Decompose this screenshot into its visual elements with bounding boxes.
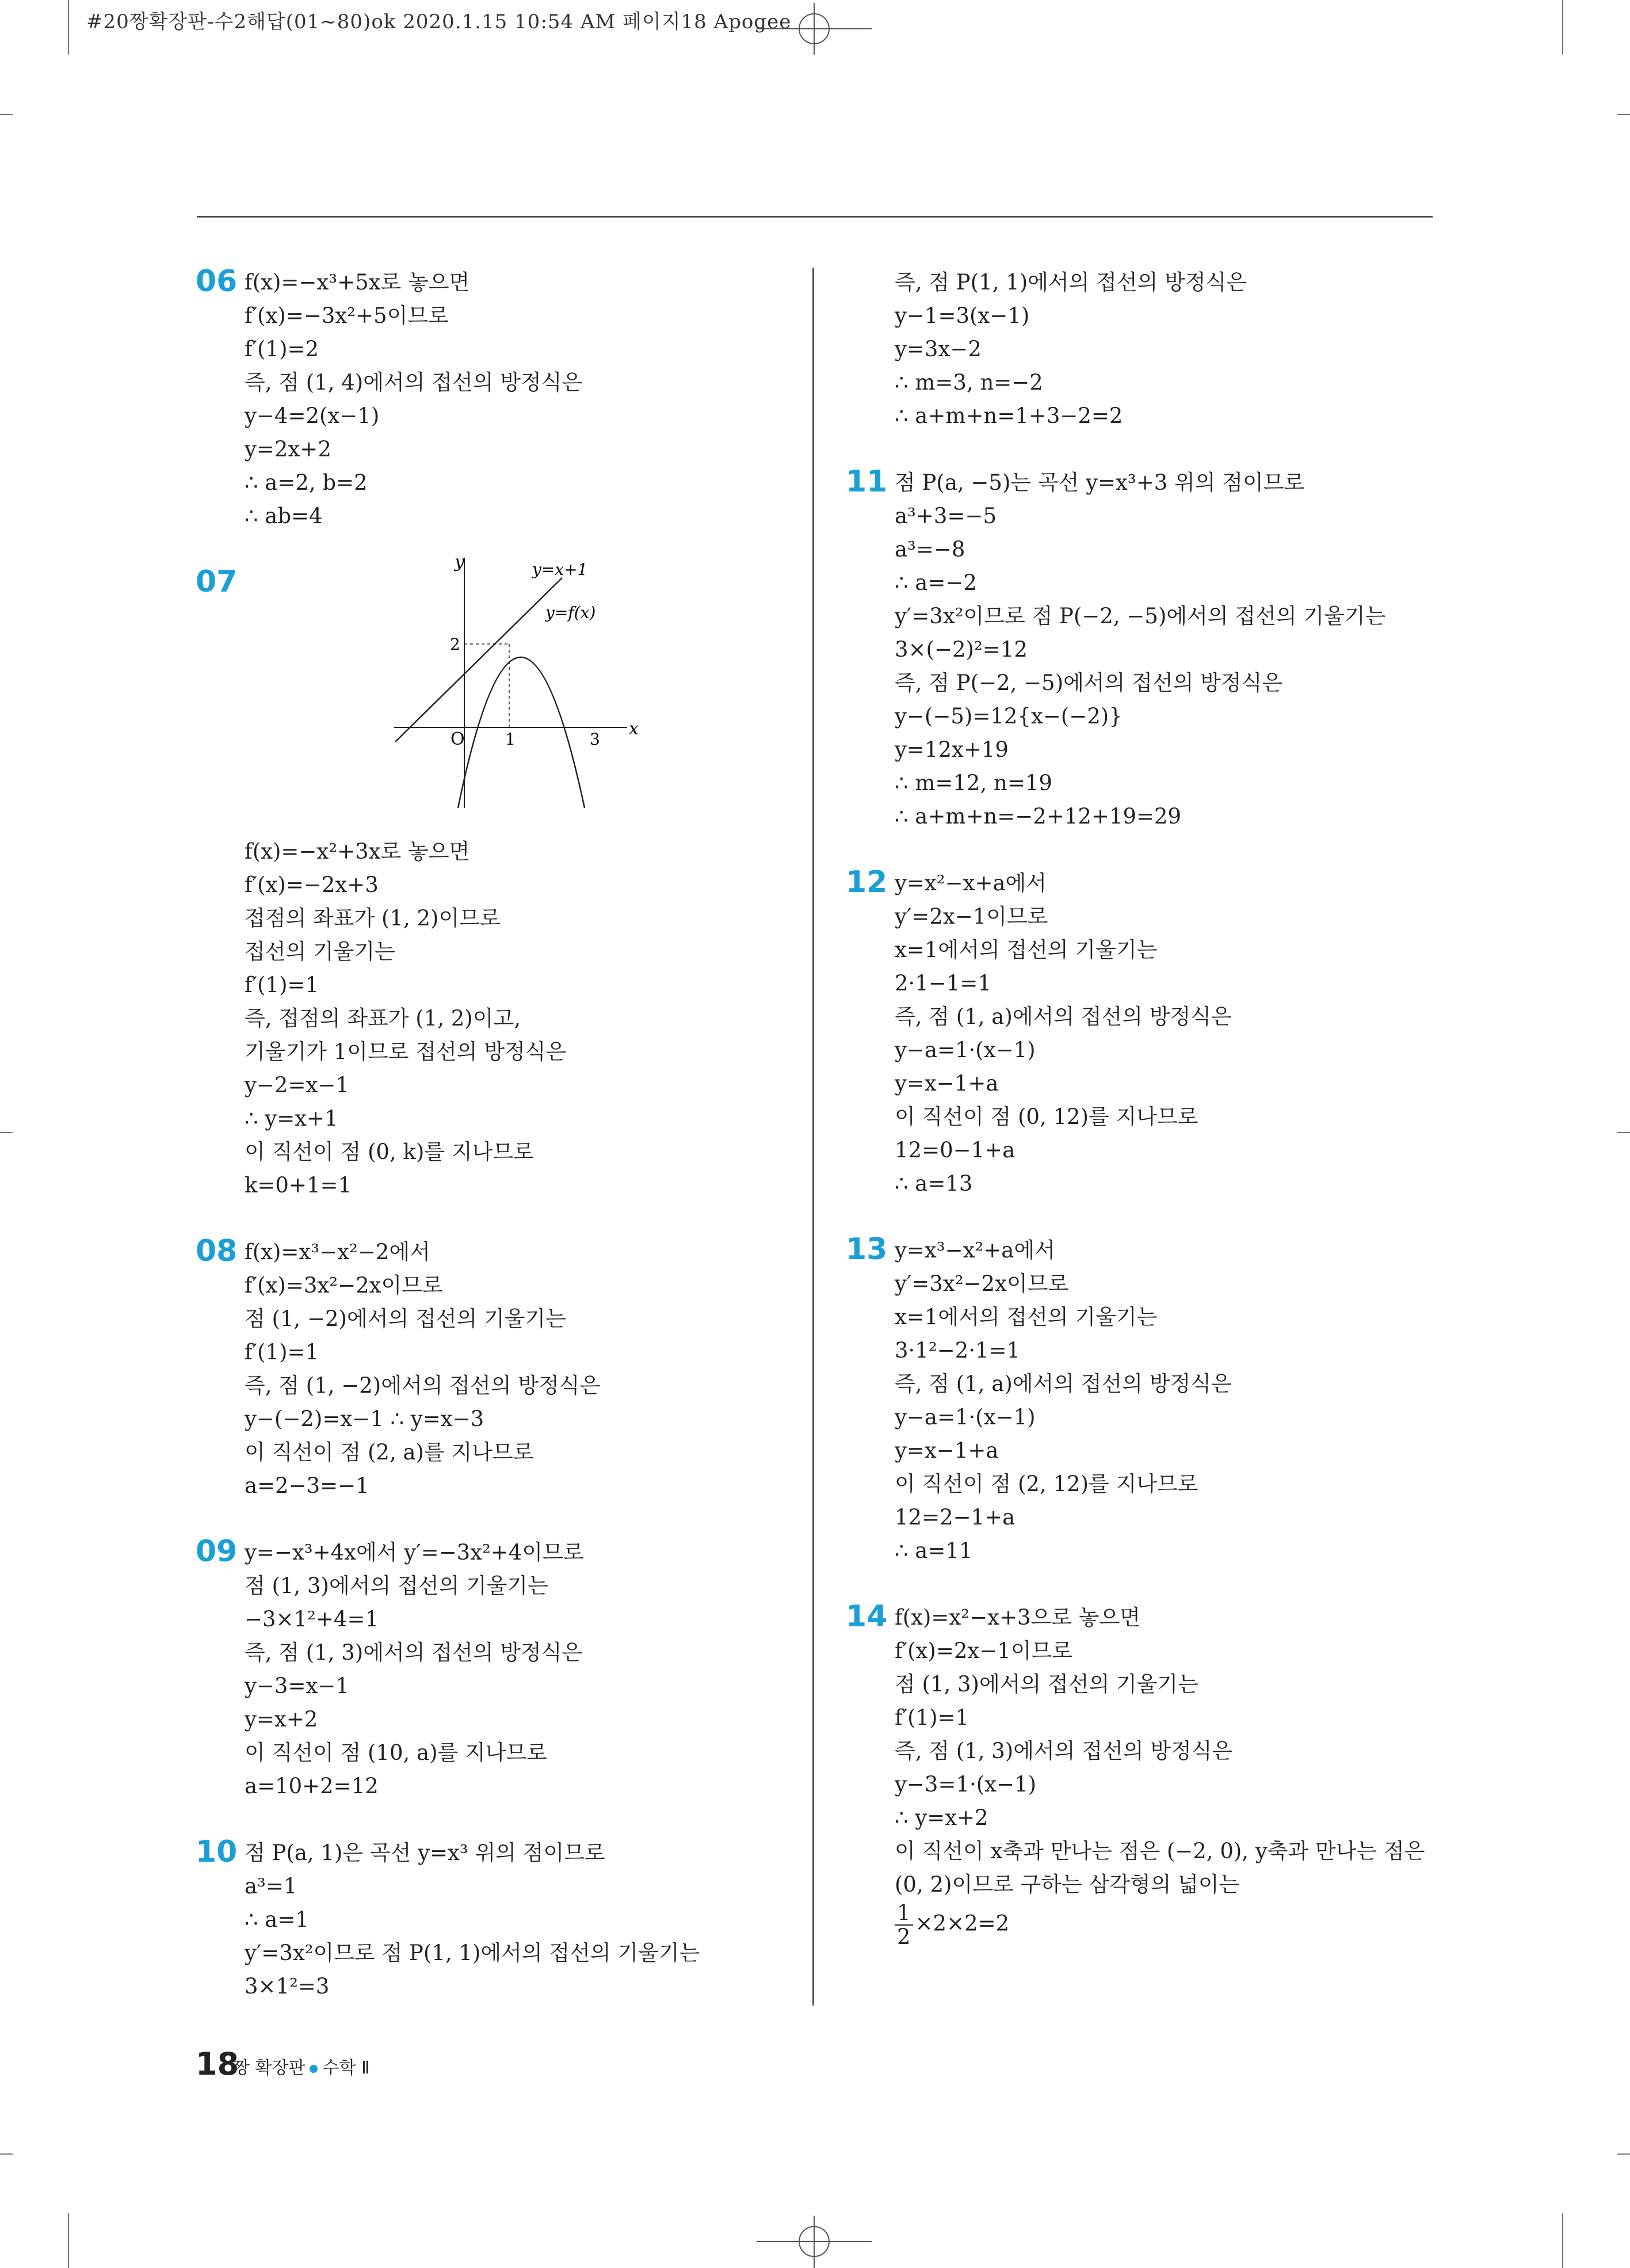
crop-mark [0, 2153, 13, 2155]
problem-10 [196, 1835, 700, 2003]
solution-line: ∴ a=11 [895, 1538, 973, 1563]
solution-line: ∴ a+m+n=1+3−2=2 [895, 403, 1123, 428]
solution-line: y−3=1·(x−1) [895, 1772, 1037, 1797]
problem-number: 14 [846, 1599, 888, 1634]
page-number: 18 [196, 2046, 239, 2082]
solution-line: (0, 2)이므로 구하는 삼각형의 넓이는 [895, 1872, 1240, 1897]
crop-mark [1617, 114, 1630, 115]
solution-line: f(x)=−x²+3x로 놓으면 [245, 839, 470, 864]
solution-line: y−(−2)=x−1 ∴ y=x−3 [245, 1406, 484, 1431]
x-axis-label: x [629, 719, 639, 739]
problem-11 [846, 464, 1425, 833]
solution-line: ∴ a=13 [895, 1171, 973, 1196]
column-divider [812, 268, 814, 2006]
crop-mark [1617, 1132, 1630, 1133]
problem-number: 06 [196, 264, 238, 299]
print-header: #20짱확장판-수2해답(01~80)ok 2020.1.15 10:54 AM 페이지18 Apogee [86, 10, 792, 33]
solution-line: y−a=1·(x−1) [895, 1405, 1036, 1430]
crop-mark [0, 114, 13, 115]
solution-line: 이 직선이 x축과 만나는 점은 (−2, 0), y축과 만나는 점은 [895, 1839, 1425, 1863]
right-column [846, 266, 1425, 1981]
solution-line: 즉, 접점의 좌표가 (1, 2)이고, [245, 1006, 521, 1031]
solution-line: x=1에서의 접선의 기울기는 [895, 1305, 1158, 1329]
solution-line: f′(x)=−2x+3 [245, 872, 379, 897]
solution-line: 즉, 점 (1, a)에서의 접선의 방정식은 [895, 1004, 1232, 1029]
solution-line: 점 P(a, 1)은 곡선 y=x³ 위의 점이므로 [245, 1840, 605, 1865]
solution-line: a³=1 [245, 1874, 297, 1899]
solution-line: 3×1²=3 [245, 1974, 330, 1999]
problem-08 [196, 1234, 700, 1503]
solution-line: f′(1)=1 [895, 1705, 969, 1730]
solution-line: 기울기가 1이므로 접선의 방정식은 [245, 1039, 567, 1064]
solution-line: f(x)=x²−x+3으로 놓으면 [895, 1605, 1141, 1630]
solution-line: ∴ ab=4 [245, 504, 323, 528]
solution-line: y′=3x²이므로 점 P(−2, −5)에서의 접선의 기울기는 [895, 604, 1386, 628]
problem-06 [196, 264, 700, 533]
tangent-line [395, 578, 562, 742]
problem-12 [846, 865, 1425, 1200]
solution-line: ∴ a+m+n=−2+12+19=29 [895, 804, 1182, 829]
solution-line: f′(1)=1 [245, 973, 319, 997]
solution-line: y−(−5)=12{x−(−2)} [895, 704, 1123, 729]
solution-line: ∴ y=x+2 [895, 1805, 988, 1830]
tick-label: 2 [450, 635, 460, 654]
fraction-line [895, 1901, 1425, 1947]
solution-line: 즉, 점 (1, a)에서의 접선의 방정식은 [895, 1371, 1232, 1396]
solution-line: a=10+2=12 [245, 1774, 379, 1798]
solution-line: 이 직선이 점 (2, 12)를 지나므로 [895, 1472, 1198, 1496]
fraction-rest: ×2×2=2 [915, 1911, 1010, 1936]
crop-mark [1617, 2153, 1630, 2155]
solution-line: y=−x³+4x에서 y′=−3x²+4이므로 [245, 1540, 584, 1565]
bullet-icon [310, 2065, 318, 2073]
solution-line: 즉, 점 P(−2, −5)에서의 접선의 방정식은 [895, 670, 1283, 695]
solution-line: y−4=2(x−1) [245, 403, 380, 428]
solution-line: 3×(−2)²=12 [895, 637, 1028, 662]
solution-line: 12=2−1+a [895, 1505, 1016, 1530]
solution-line: 12=0−1+a [895, 1138, 1016, 1162]
solution-line: 점 P(a, −5)는 곡선 y=x³+3 위의 점이므로 [895, 470, 1305, 495]
parabola-curve [458, 657, 585, 808]
fraction-numerator: 1 [895, 1901, 913, 1926]
solution-line: 접선의 기울기는 [245, 939, 395, 964]
solution-line: y=3x−2 [895, 337, 982, 361]
solution-line: 2·1−1=1 [895, 971, 991, 996]
solution-line: f′(x)=2x−1이므로 [895, 1638, 1073, 1663]
problem-14 [846, 1599, 1425, 1949]
problem-number: 11 [846, 464, 888, 499]
solution-line: y=x−1+a [895, 1438, 999, 1463]
top-rule [197, 216, 1433, 218]
solution-line: 즉, 점 (1, −2)에서의 접선의 방정식은 [245, 1373, 601, 1398]
problem-number: 08 [196, 1234, 238, 1268]
solution-line: y′=3x²이므로 점 P(1, 1)에서의 접선의 기울기는 [245, 1941, 700, 1965]
problem-number: 09 [196, 1534, 238, 1569]
solution-line: 3·1²−2·1=1 [895, 1338, 1021, 1363]
book-title: 짱 확장판 [233, 2058, 306, 2078]
solution-line: y=x³−x²+a에서 [895, 1238, 1055, 1263]
solution-line: a³+3=−5 [895, 504, 997, 528]
problem-09 [196, 1534, 700, 1803]
problem-07 [196, 555, 700, 1202]
solution-line: y=x+2 [245, 1707, 318, 1732]
solution-line: ∴ y=x+1 [245, 1106, 338, 1131]
solution-line: ∴ m=12, n=19 [895, 771, 1052, 795]
solution-line: y=x²−x+a에서 [895, 871, 1047, 895]
solution-line: 이 직선이 점 (0, 12)를 지나므로 [895, 1104, 1198, 1129]
solution-line: y−2=x−1 [245, 1073, 349, 1097]
solution-line: f′(x)=3x²−2x이므로 [245, 1273, 443, 1298]
solution-line: y=2x+2 [245, 437, 331, 462]
solution-line: 점 (1, −2)에서의 접선의 기울기는 [245, 1306, 566, 1331]
solution-line: a=2−3=−1 [245, 1473, 369, 1498]
subject: 수학 Ⅱ [322, 2058, 370, 2078]
tick-label: 3 [590, 730, 600, 749]
solution-line: 즉, 점 (1, 4)에서의 접선의 방정식은 [245, 370, 583, 395]
left-column [196, 264, 700, 2037]
solution-line: f(x)=x³−x²−2에서 [245, 1240, 430, 1264]
solution-line: y=12x+19 [895, 737, 1009, 762]
problem-number: 10 [196, 1835, 238, 1869]
problem-number: 12 [846, 865, 888, 899]
solution-line: ∴ m=3, n=−2 [895, 370, 1043, 395]
parabola-tangent-graph [394, 555, 642, 808]
solution-line: 접점의 좌표가 (1, 2)이므로 [245, 906, 501, 931]
solution-line: ∴ a=−2 [895, 570, 977, 595]
line-label: y=x+1 [532, 560, 588, 579]
fraction [895, 1901, 913, 1949]
solution-line: 점 (1, 3)에서의 접선의 기울기는 [895, 1672, 1198, 1697]
solution-line: 이 직선이 점 (0, k)를 지나므로 [245, 1139, 534, 1164]
solution-line: 점 (1, 3)에서의 접선의 기울기는 [245, 1573, 548, 1598]
solution-line: f′(1)=2 [245, 337, 319, 361]
crop-mark [68, 0, 69, 55]
solution-line: ∴ a=2, b=2 [245, 470, 368, 495]
fraction-denominator: 2 [897, 1924, 911, 1949]
footer-title [233, 2053, 370, 2079]
solution-line: −3×1²+4=1 [245, 1607, 379, 1632]
solution-line: y−1=3(x−1) [895, 303, 1030, 328]
solution-line: x=1에서의 접선의 기울기는 [895, 937, 1158, 962]
solution-line: 이 직선이 점 (10, a)를 지나므로 [245, 1740, 547, 1765]
solution-line: f(x)=−x³+5x로 놓으면 [245, 270, 470, 295]
crop-mark [1562, 0, 1563, 55]
solution-line: y=x−1+a [895, 1071, 999, 1096]
y-axis-label: y [455, 555, 464, 572]
crop-mark [0, 1132, 13, 1133]
solution-line: 이 직선이 점 (2, a)를 지나므로 [245, 1440, 534, 1465]
curve-label: y=f(x) [545, 603, 596, 622]
solution-line: y′=3x²−2x이므로 [895, 1271, 1069, 1296]
registration-mark-icon [757, 2216, 872, 2268]
solution-line: 즉, 점 (1, 3)에서의 접선의 방정식은 [895, 1739, 1233, 1763]
problem-10-continued [895, 266, 1425, 433]
solution-line: k=0+1=1 [245, 1173, 352, 1198]
crop-mark [1562, 2213, 1563, 2268]
problem-13 [846, 1232, 1425, 1568]
origin-label: O [451, 729, 465, 749]
crop-mark [68, 2213, 69, 2268]
solution-line: y−a=1·(x−1) [895, 1038, 1036, 1062]
problem-number: 07 [196, 565, 238, 599]
solution-line: ∴ a=1 [245, 1907, 309, 1932]
solution-line: f′(1)=1 [245, 1340, 319, 1364]
solution-line: a³=−8 [895, 537, 965, 562]
tick-label: 1 [505, 730, 516, 749]
solution-line: 즉, 점 (1, 3)에서의 접선의 방정식은 [245, 1640, 583, 1665]
solution-line: y′=2x−1이므로 [895, 904, 1048, 929]
solution-line: f′(x)=−3x²+5이므로 [245, 303, 449, 328]
solution-line: 즉, 점 P(1, 1)에서의 접선의 방정식은 [895, 270, 1247, 295]
solution-line: y−3=x−1 [245, 1674, 349, 1698]
problem-number: 13 [846, 1232, 888, 1267]
